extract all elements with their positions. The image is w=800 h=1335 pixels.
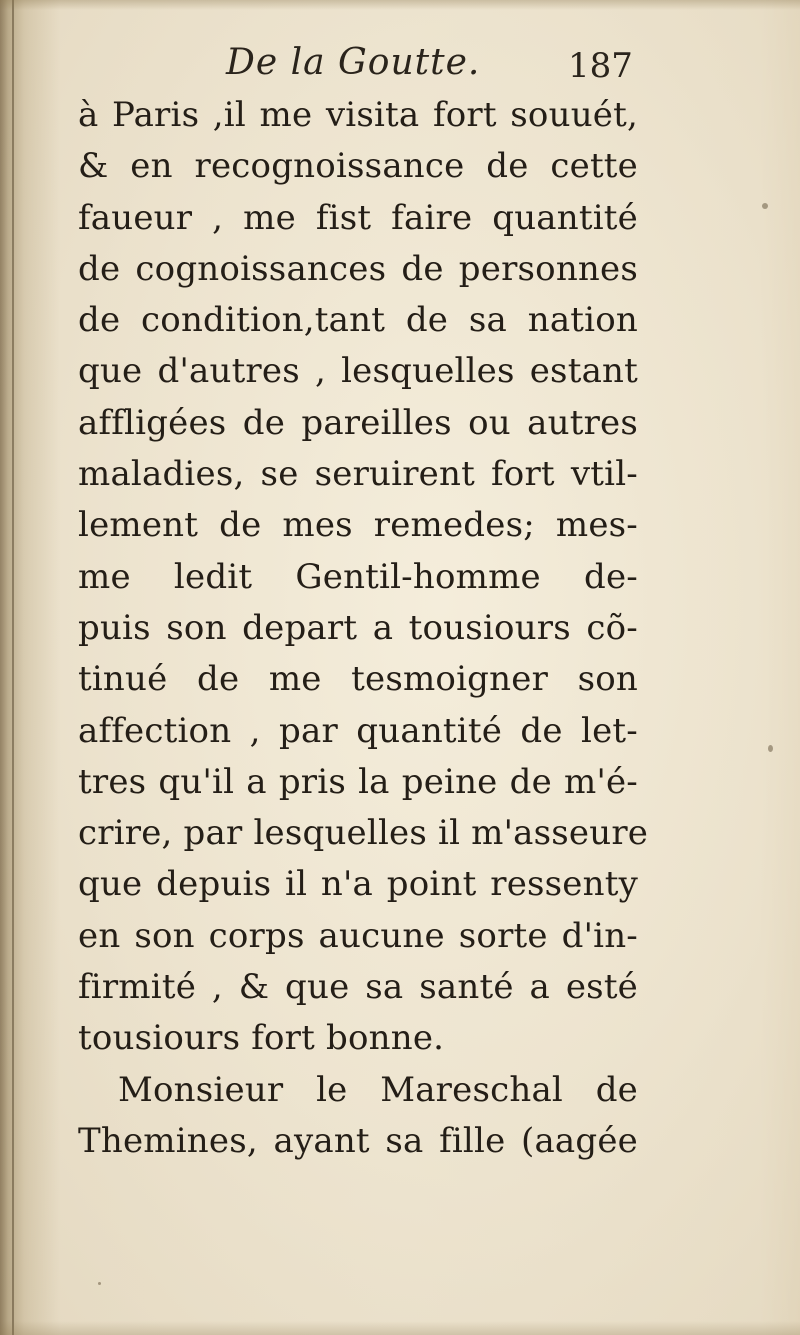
text-line: tres qu'il a pris la peine de m'é- xyxy=(78,761,638,802)
paper-speck xyxy=(762,203,768,209)
text-line: affection , par quantité de let- xyxy=(78,710,638,751)
text-line: de cognoissances de personnes xyxy=(78,248,638,289)
bottom-page-edge xyxy=(0,1321,800,1335)
text-line: Monsieur le Mareschal de xyxy=(118,1069,638,1110)
text-line: affligées de pareilles ou autres xyxy=(78,402,638,443)
paper-speck xyxy=(98,1282,101,1285)
text-line: lement de mes remedes; mes- xyxy=(78,505,638,546)
text-line: puis son depart a tousiours cõ- xyxy=(78,607,638,648)
text-line: Themines, ayant sa fille (aagée xyxy=(78,1120,638,1161)
top-page-edge xyxy=(0,0,800,10)
text-line: & en recognoissance de cette xyxy=(78,146,638,187)
text-line: tinué de me tesmoigner son xyxy=(78,659,638,700)
page-number: 187 xyxy=(568,46,633,86)
body-text xyxy=(78,90,649,1167)
text-line: que d'autres , lesquelles estant xyxy=(78,351,638,392)
text-line: me ledit Gentil-homme de- xyxy=(78,556,638,597)
book-gutter-shadow xyxy=(0,0,60,1335)
text-line: que depuis il n'a point ressenty xyxy=(78,864,638,905)
text-line: firmité , & que sa santé a esté xyxy=(78,967,638,1008)
text-line: tousiours fort bonne. xyxy=(78,1018,445,1059)
gutter-binding-line xyxy=(12,0,14,1335)
text-line: crire, par lesquelles il m'asseure xyxy=(78,813,649,854)
paper-speck xyxy=(768,745,773,752)
text-line: faueur , me fist faire quantité xyxy=(78,197,638,238)
running-title: De la Goutte. xyxy=(226,42,481,83)
text-line: maladies, se seruirent fort vtil- xyxy=(78,454,638,495)
text-line: en son corps aucune sorte d'in- xyxy=(78,915,638,956)
page-header xyxy=(80,40,633,92)
text-line: de condition,tant de sa nation xyxy=(78,300,638,341)
text-line: à Paris ,il me visita fort souuét, xyxy=(78,95,638,135)
